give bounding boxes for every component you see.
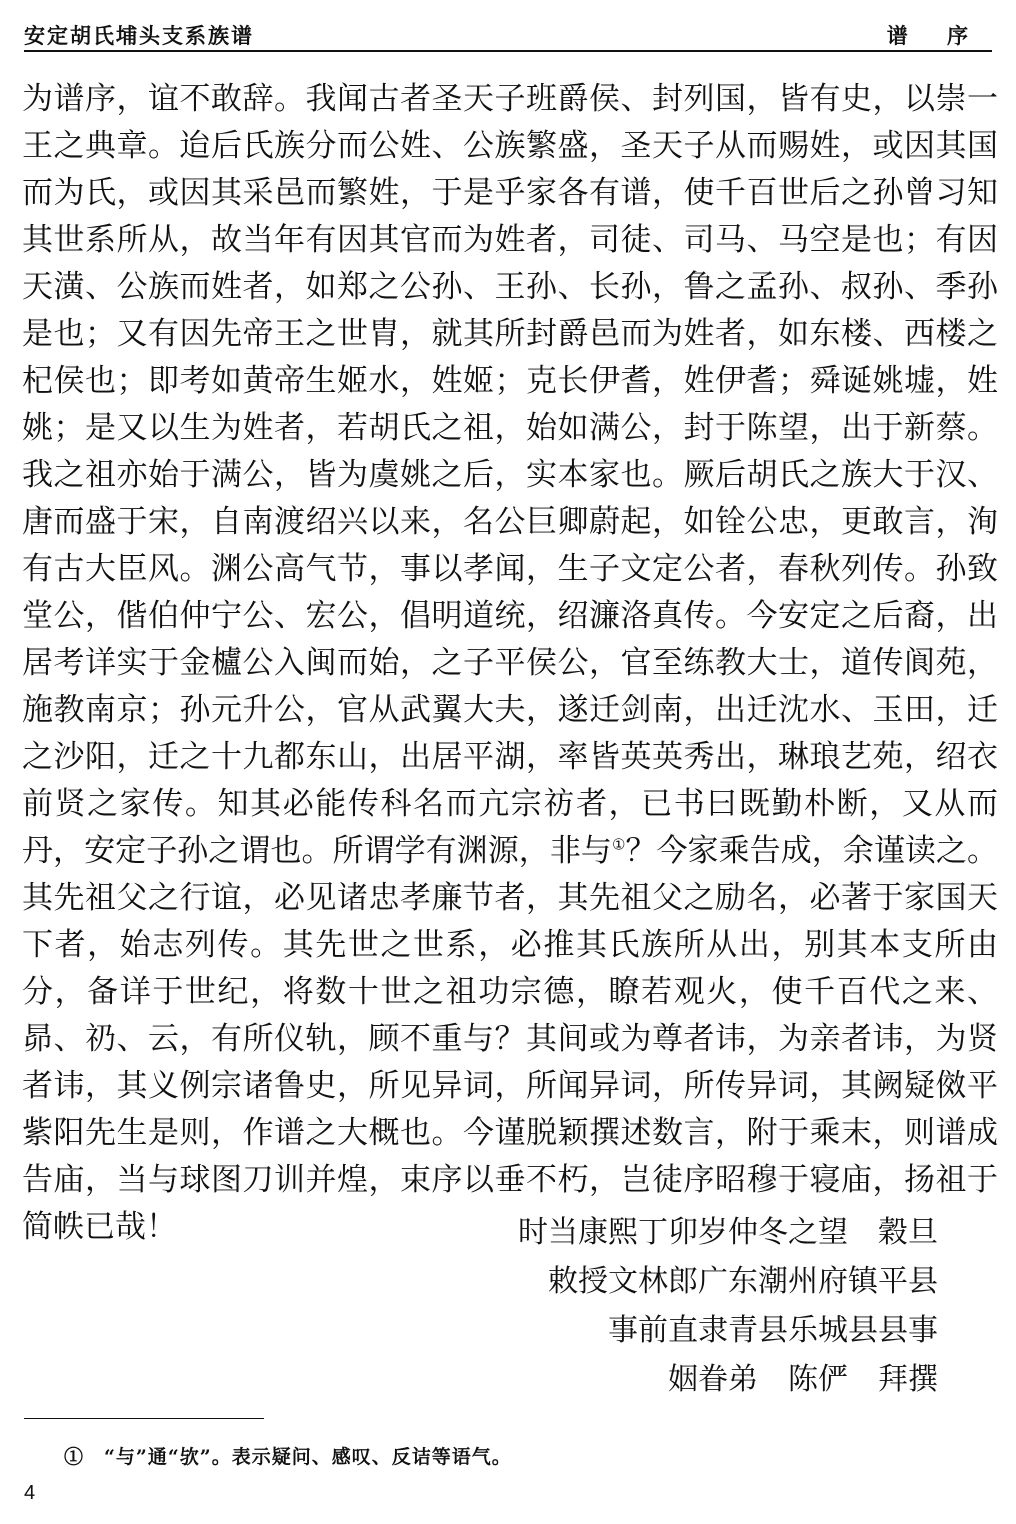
footnote-divider (24, 1418, 264, 1419)
body-text-part-2: ？今家乘告成，余谨读之。其先祖父之行谊，必见诸忠孝廉节者，其先祖父之励名，必著于家国天下者，始志列传。其先世之世系，必推其氏族所从出，别其本支所由分，备详于世纪，将数十世之祖功宗德，瞭若观火，使千百代之来、昴、礽、云，有所仪轨，顾不重与？其间或为尊者讳，为亲者讳，为贤者讳，其义例宗诸鲁史，所见异词，所闻异词，所传异词，其阙疑傚平紫阳先生是则，作谱之大概也。今谨脱颖撰述数言，附于乘末，则谱成告庙，当与球图刀训并煌，束序以垂不朽，岂徒序昭穆于寝庙，扬祖于简帙已哉！ (22, 833, 999, 1245)
footnote: ① “与”通“欤”。表示疑问、感叹、反诘等语气。 (64, 1446, 512, 1468)
signature-date: 时当康熙丁卯岁仲冬之望 穀旦 (518, 1215, 938, 1250)
book-title: 安定胡氏埔头支系族谱 (24, 23, 254, 48)
signature-title: 敕授文林郎广东潮州府镇平县 (548, 1264, 938, 1299)
footnote-marker: ① (611, 835, 626, 854)
signature-author: 姻眷弟 陈俨 拜撰 (668, 1362, 938, 1397)
section-title: 谱 序 (886, 23, 984, 48)
body-text-part-1: 为谱序，谊不敢辞。我闻古者圣天子班爵侯、封列国，皆有史，以崇一王之典章。迨后氏族分而公姓、公族繁盛，圣天子从而赐姓，或因其国而为氏，或因其采邑而繁姓，于是乎家各有谱，使千百世后之孙曾习知其世系所从，故当年有因其官而为姓者，司徒、司马、马空是也；有因天潢、公族而姓者，如郑之公孙、王孙、长孙，鲁之孟孙、叔孙、季孙是也；又有因先帝王之世胄，就其所封爵邑而为姓者，如东楼、西楼之杞侯也；即考如黄帝生姬水，姓姬；克长伊耆，姓伊耆；舜诞姚墟，姓姚；是又以生为姓者，若胡氏之祖，始如满公，封于陈望，出于新蔡。我之祖亦始于满公，皆为虞姚之后，实本家也。厥后胡氏之族大于汉、唐而盛于宋，自南渡绍兴以来，名公巨卿蔚起，如铨公忠，更敢言，洵有古大臣风。渊公高气节，事以孝闻，生子文定公者，春秋列传。孙致堂公，偕伯仲宁公、宏公，倡明道统，绍濂洛真传。今安定之后裔，出居考详实于金櫨公入闽而始，之子平侯公，官至练教大士，道传阆苑，施教南京；孙元升公，官从武翼大夫，遂迁剑南，出迁沈水、玉田，迁之沙阳，迁之十九都东山，出居平湖，率皆英英秀出，琳琅艺苑，绍衣前贤之家传。知其必能传科名而亢宗祊者，已书曰既勤朴断，又从而丹，安定子孙之谓也。所谓学有渊源，非与 (22, 81, 998, 869)
signature-office: 事前直隶青县乐城县县事 (608, 1313, 938, 1348)
signature-block (518, 1208, 938, 1404)
preface-body-text (22, 76, 998, 1251)
running-header (24, 16, 992, 52)
page-number: 4 (24, 1482, 36, 1504)
